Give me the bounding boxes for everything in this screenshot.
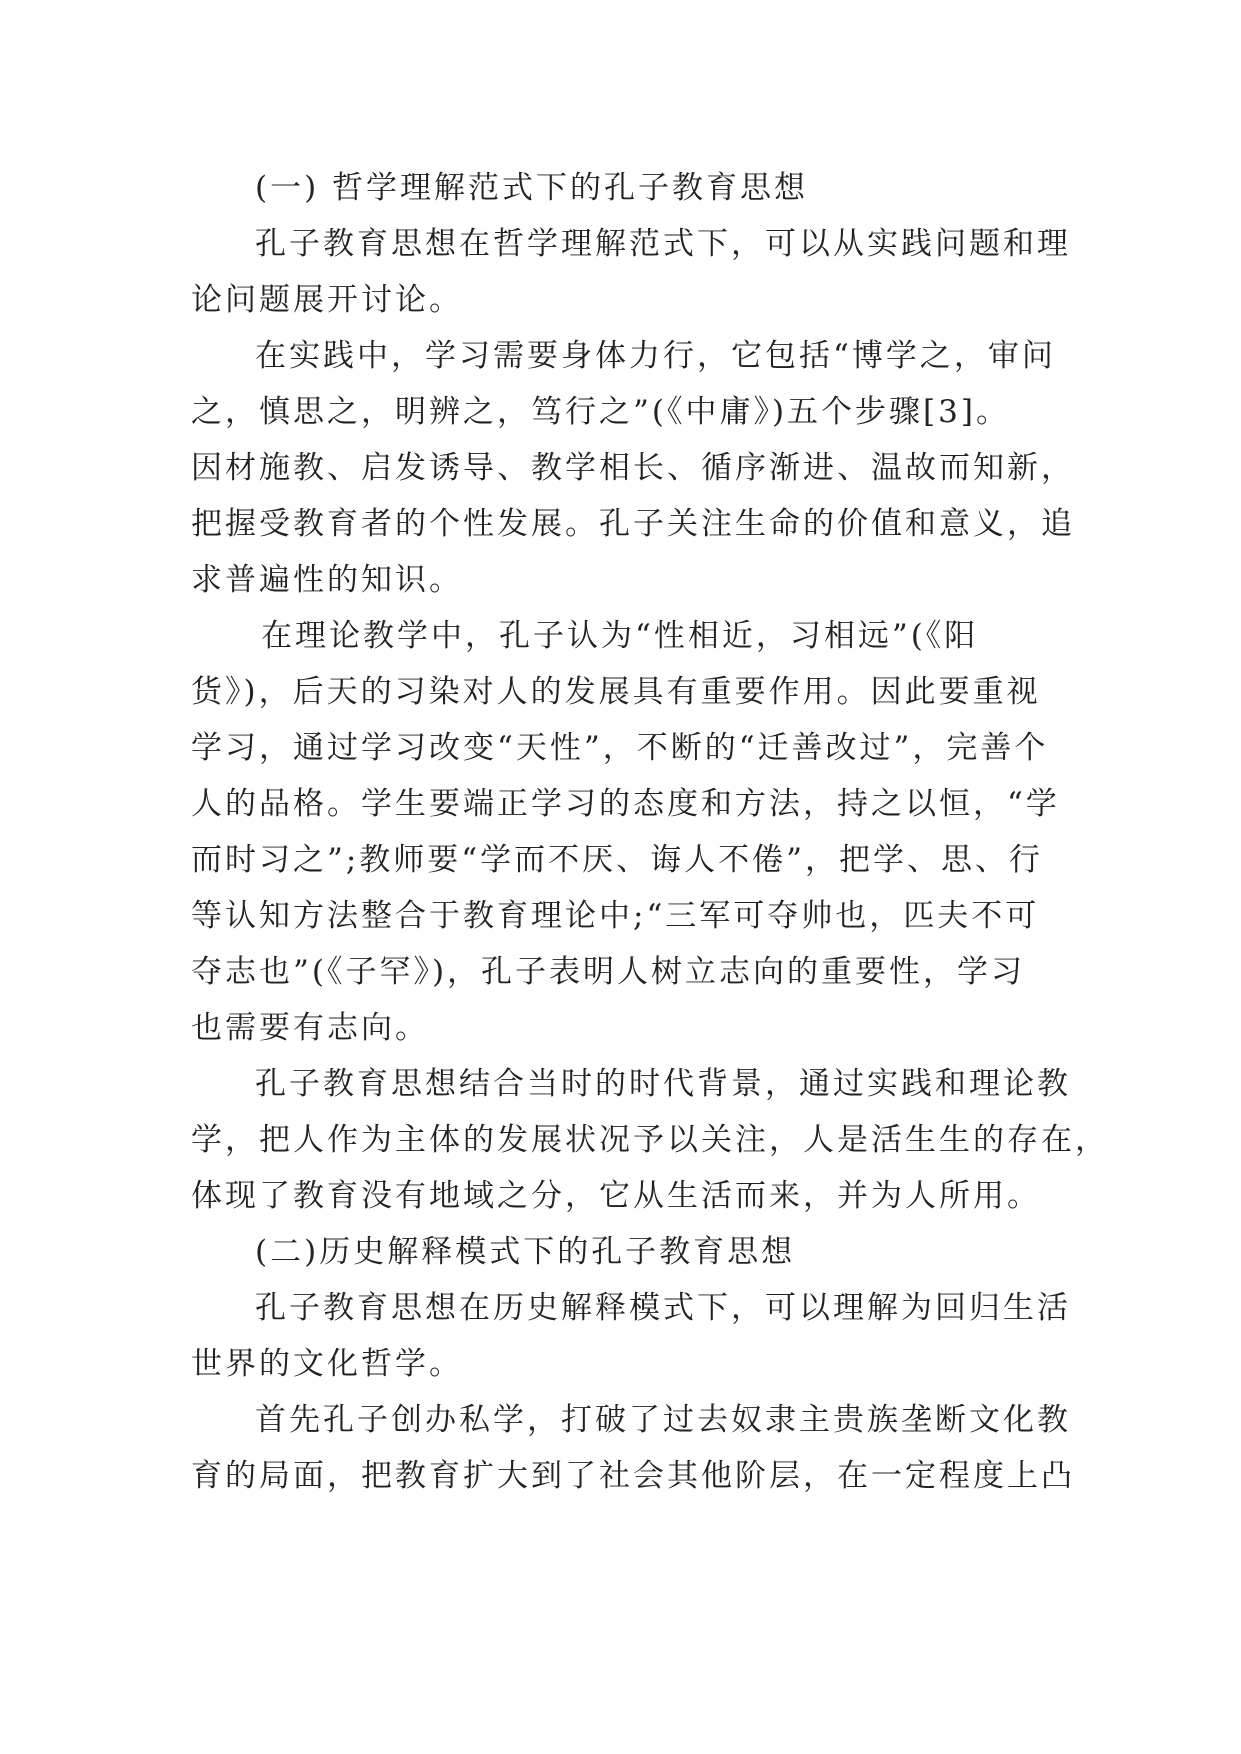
paragraph-line: 而时习之”;教师要“学而不厌、诲人不倦”，把学、思、行 [191,842,1043,878]
paragraph-line: 学习，通过学习改变“天性”，不断的“迁善改过”，完善个 [191,730,1049,766]
section-heading-2: (二)历史解释模式下的孔子教育思想 [255,1234,796,1270]
paragraph-line: 在理论教学中，孔子认为“性相近，习相远”(《阳 [261,618,979,654]
paragraph-line: 育的局面，把教育扩大到了社会其他阶层，在一定程度上凸 [191,1458,1075,1494]
document-body [191,160,1109,1504]
paragraph-line: 孔子教育思想结合当时的时代背景，通过实践和理论教 [255,1066,1071,1102]
paragraph-line: 人的品格。学生要端正学习的态度和方法，持之以恒，“学 [191,786,1060,822]
paragraph-line: 体现了教育没有地域之分，它从生活而来，并为人所用。 [191,1178,1041,1214]
paragraph-line: 孔子教育思想在历史解释模式下，可以理解为回归生活 [255,1290,1071,1326]
paragraph-line: 求普遍性的知识。 [191,562,463,598]
paragraph-line: 之，慎思之，明辨之，笃行之”(《中庸》)五个步骤[3]。 [191,394,1010,430]
paragraph-line: 货》)，后天的习染对人的发展具有重要作用。因此要重视 [191,674,1041,710]
paragraph-line: 也需要有志向。 [191,1010,429,1046]
paragraph-line: 论问题展开讨论。 [191,282,463,318]
paragraph-line: 等认知方法整合于教育理论中;“三军可夺帅也，匹夫不可 [191,898,1040,934]
paragraph-line: 把握受教育者的个性发展。孔子关注生命的价值和意义，追 [191,506,1075,542]
paragraph-line: 首先孔子创办私学，打破了过去奴隶主贵族垄断文化教 [255,1402,1071,1438]
paragraph-line: 世界的文化哲学。 [191,1346,463,1382]
paragraph-line: 夺志也”(《子罕》)，孔子表明人树立志向的重要性，学习 [191,954,1026,990]
section-heading-1: (一) 哲学理解范式下的孔子教育思想 [255,170,809,206]
paragraph-line: 在实践中，学习需要身体力行，它包括“博学之，审问 [255,338,1056,374]
paragraph-line: 因材施教、启发诱导、教学相长、循序渐进、温故而知新， [191,450,1075,486]
paragraph-line: 孔子教育思想在哲学理解范式下，可以从实践问题和理 [255,226,1071,262]
paragraph-line: 学，把人作为主体的发展状况予以关注，人是活生生的存在， [191,1122,1109,1158]
